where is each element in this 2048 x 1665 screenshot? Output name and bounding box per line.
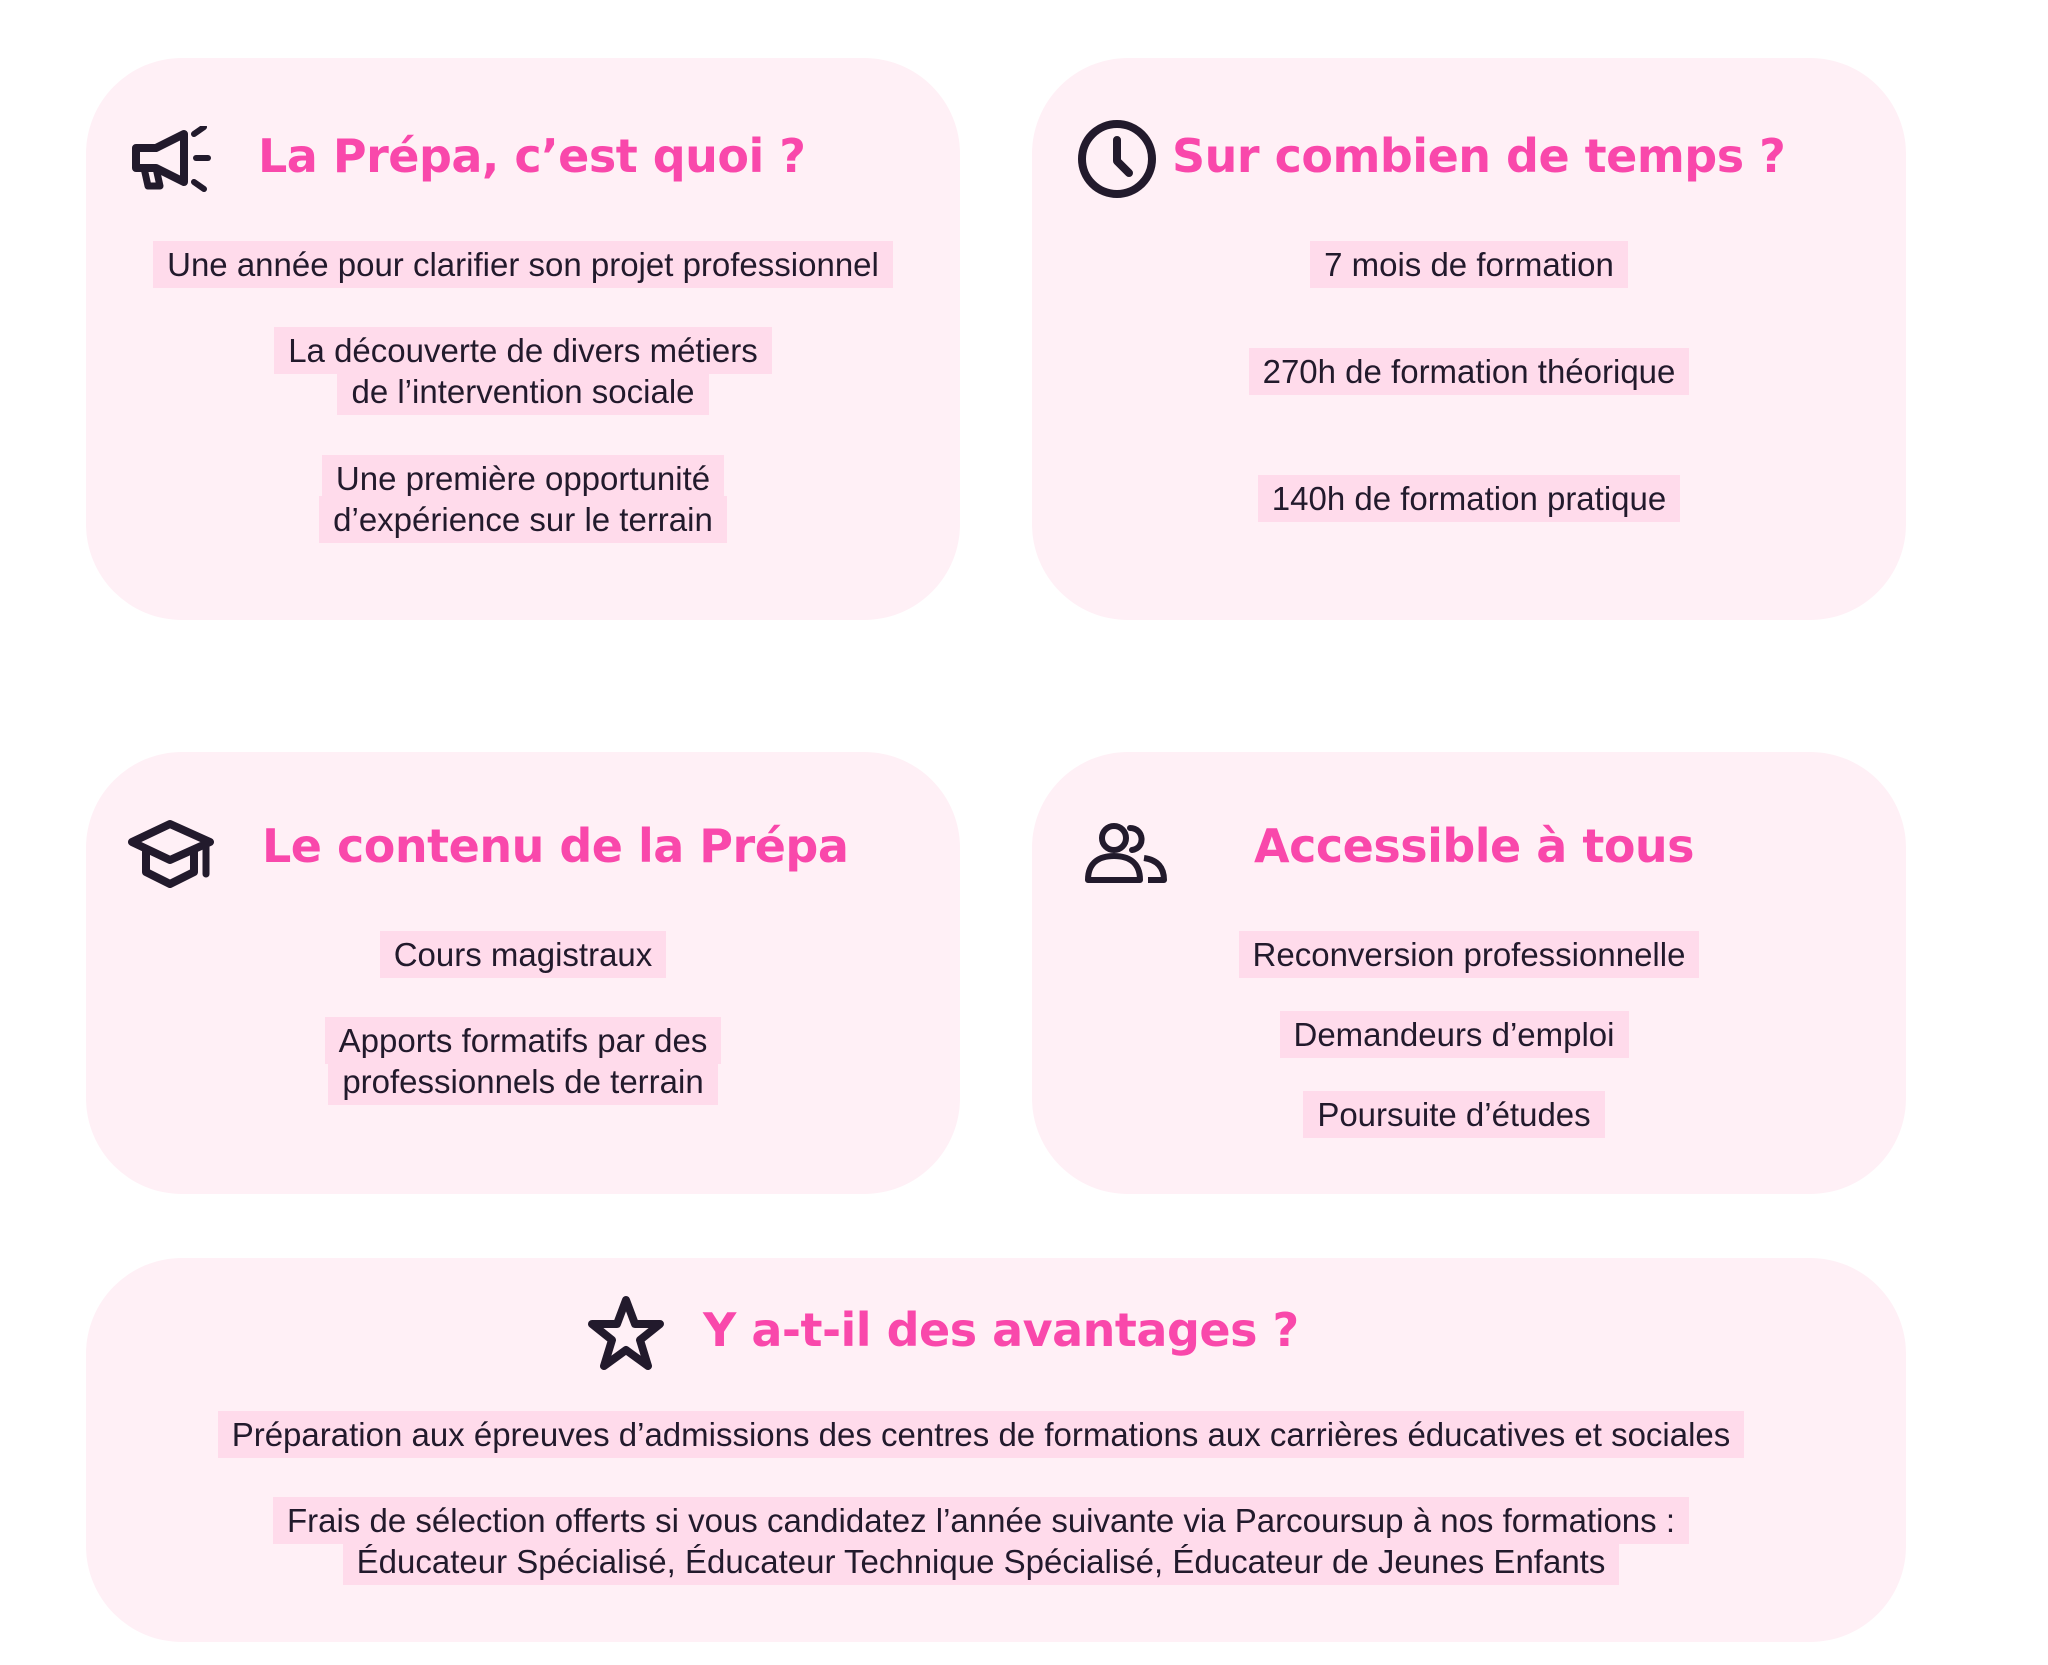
star-icon <box>586 1294 666 1372</box>
megaphone-icon <box>128 126 212 192</box>
card-title: Y a-t-il des avantages ? <box>703 1303 1299 1357</box>
card-acces <box>1032 752 1906 1194</box>
card-avantages <box>86 1258 1906 1642</box>
card-contenu <box>86 752 960 1194</box>
list-item: Une première opportunité d’expérience sur le terrain <box>86 458 960 540</box>
list-item: 7 mois de formation <box>1032 244 1906 285</box>
card-title: Sur combien de temps ? <box>1172 129 1786 183</box>
list-item: Une année pour clarifier son projet professionnel <box>86 244 960 285</box>
list-item: La découverte de divers métiers de l’intervention sociale <box>86 330 960 412</box>
list-item: Préparation aux épreuves d’admissions des centres de formations aux carrières éducatives et sociales <box>86 1414 1876 1455</box>
card-duree <box>1032 58 1906 620</box>
list-item: 140h de formation pratique <box>1032 478 1906 519</box>
list-item: Poursuite d’études <box>1032 1094 1876 1135</box>
list-item: Apports formatifs par des professionnels de terrain <box>86 1020 960 1102</box>
list-item: Frais de sélection offerts si vous candidatez l’année suivante via Parcoursup à nos formations : Éducateur Spécialisé, Éducateur Technique Spécialisé, Éducateur de Jeunes Enfants <box>86 1500 1876 1582</box>
list-item: Reconversion professionnelle <box>1032 934 1906 975</box>
list-item: Demandeurs d’emploi <box>1032 1014 1876 1055</box>
card-title: Accessible à tous <box>1254 819 1695 873</box>
card-title: Le contenu de la Prépa <box>262 819 849 873</box>
card-prepa <box>86 58 960 620</box>
clock-icon <box>1076 118 1158 200</box>
graduation-cap-icon <box>126 816 216 892</box>
list-item: 270h de formation théorique <box>1032 351 1906 392</box>
list-item: Cours magistraux <box>86 934 960 975</box>
users-icon <box>1082 822 1168 886</box>
card-title: La Prépa, c’est quoi ? <box>258 129 806 183</box>
